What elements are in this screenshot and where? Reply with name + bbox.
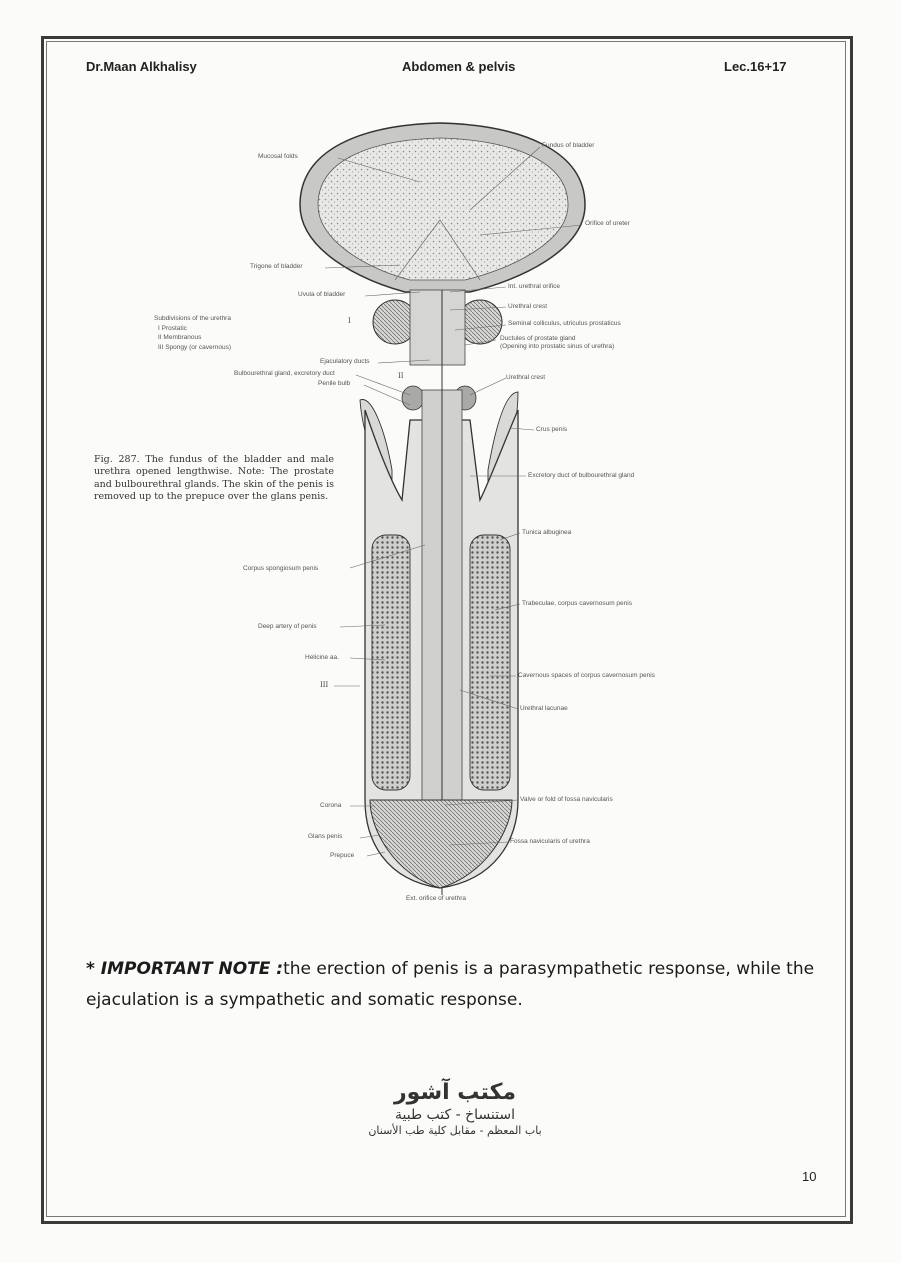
stamp-line-2: استنساخ - كتب طبية bbox=[395, 1107, 515, 1123]
label-urethral-lacunae: Urethral lacunae bbox=[520, 705, 568, 712]
label-urethral-crest-2: Urethral crest bbox=[506, 374, 546, 381]
library-stamp bbox=[340, 1080, 570, 1138]
label-helicine: Helicine aa. bbox=[305, 654, 339, 661]
urethra-subdivisions bbox=[154, 314, 231, 352]
label-prepuce: Prepuce bbox=[330, 852, 355, 859]
label-glans: Glans penis bbox=[308, 833, 343, 840]
label-ext-orifice: Ext. orifice of urethra bbox=[406, 895, 466, 902]
label-crus-penis: Crus penis bbox=[536, 426, 568, 433]
subdivision-item: II Membranous bbox=[158, 334, 202, 341]
subdivisions-title: Subdivisions of the urethra bbox=[154, 315, 231, 322]
note-text: the erection of penis is a parasympathetic response, while the ejaculation is a sympathetic and somatic response. bbox=[86, 959, 815, 1010]
label-ejaculatory-ducts: Ejaculatory ducts bbox=[320, 358, 370, 365]
label-mucosal-folds: Mucosal folds bbox=[258, 153, 298, 160]
label-fundus: Fundus of bladder bbox=[542, 142, 595, 149]
label-seminal-colliculus: Seminal colliculus, utriculus prostaticus bbox=[508, 320, 621, 327]
label-ductules-prostate-note: (Opening into prostatic sinus of urethra) bbox=[500, 343, 615, 350]
label-trigone: Trigone of bladder bbox=[250, 263, 303, 270]
label-tunica-albuginea: Tunica albuginea bbox=[522, 529, 572, 536]
marker-roman-2: II bbox=[398, 372, 404, 380]
figure-caption: Fig. 287. The fundus of the bladder and male urethra opened lengthwise. Note: The prostate and bulbourethral glands. The skin of the penis is removed up to the prepuce over the glans penis. bbox=[94, 454, 334, 503]
important-note bbox=[86, 954, 816, 1016]
label-orifice-ureter: Orifice of ureter bbox=[585, 220, 630, 227]
label-corona: Corona bbox=[320, 802, 342, 809]
header-subject: Abdomen & pelvis bbox=[402, 59, 516, 74]
label-uvula: Uvula of bladder bbox=[298, 291, 346, 298]
stamp-line-3: باب المعظم - مقابل كلية طب الأسنان bbox=[368, 1124, 542, 1137]
penis-shaft bbox=[365, 290, 518, 895]
label-cavernous-spaces: Cavernous spaces of corpus cavernosum penis bbox=[518, 672, 655, 679]
label-excretory-duct: Excretory duct of bulbourethral gland bbox=[528, 472, 635, 479]
label-deep-artery: Deep artery of penis bbox=[258, 623, 317, 630]
label-valve-fossa: Valve or fold of fossa navicularis bbox=[520, 796, 613, 803]
header-author: Dr.Maan Alkhalisy bbox=[86, 59, 197, 74]
header-lecture: Lec.16+17 bbox=[724, 59, 787, 74]
label-corpus-spongiosum: Corpus spongiosum penis bbox=[243, 565, 319, 572]
label-fossa-navicularis: Fossa navicularis of urethra bbox=[510, 838, 590, 845]
bulbourethral-gland-left bbox=[402, 386, 424, 410]
note-prefix: * IMPORTANT NOTE : bbox=[86, 959, 284, 979]
marker-roman-1: I bbox=[348, 317, 351, 325]
label-bulbourethral-duct: Bulbourethral gland, excretory duct bbox=[234, 370, 335, 377]
subdivision-item: III Spongy (or cavernous) bbox=[158, 343, 231, 351]
label-trabeculae: Trabeculae, corpus cavernosum penis bbox=[522, 600, 632, 607]
label-urethral-crest: Urethral crest bbox=[508, 303, 548, 310]
marker-roman-3: III bbox=[320, 681, 329, 689]
stamp-line-1: مكتب آشور bbox=[394, 1080, 516, 1105]
label-penile-bulb: Penile bulb bbox=[318, 380, 351, 387]
label-int-urethral-orifice: Int. urethral orifice bbox=[508, 283, 561, 290]
page-number: 10 bbox=[802, 1169, 817, 1184]
subdivision-item: I Prostatic bbox=[158, 324, 187, 332]
label-ductules-prostate: Ductules of prostate gland bbox=[500, 335, 576, 342]
